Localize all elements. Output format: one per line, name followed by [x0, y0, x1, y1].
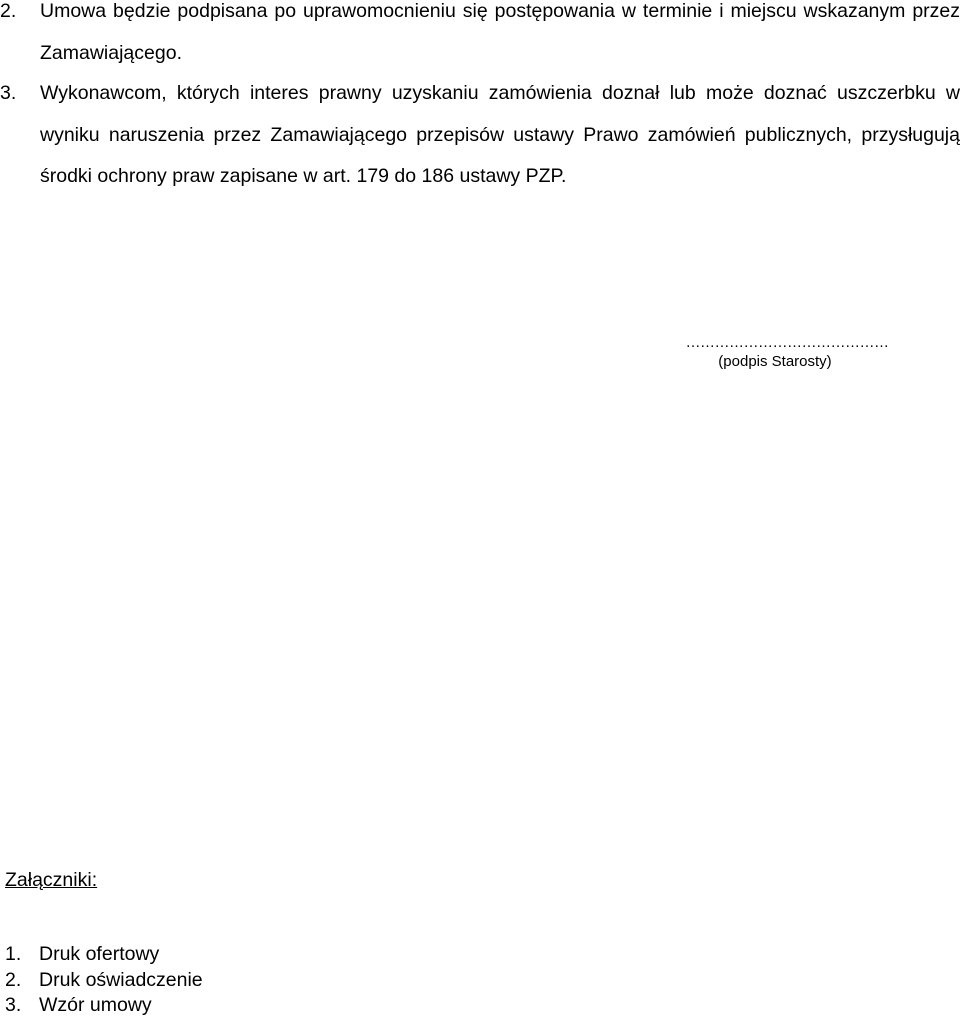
list-item-text: Wzór umowy [39, 994, 152, 1016]
paragraph-text: Wykonawcom, których interes prawny uzyskaniu zamówienia doznał lub może doznać uszczerbku w wyniku naruszenia przez Zamawiającego przepisów ustawy Prawo zamówień publicznych, przysługują środki ochrony praw zapisane w art. 179 do 186 ustawy PZP. [40, 82, 960, 187]
paragraph-number: 3. [0, 82, 17, 104]
paragraph-3 [0, 73, 960, 198]
list-item-text: Druk ofertowy [39, 943, 160, 965]
paragraph-2 [0, 0, 960, 74]
signature-label: (podpis Starosty) [718, 353, 832, 370]
list-item [5, 968, 203, 994]
attachments-list [5, 942, 203, 1019]
list-item-number: 2. [5, 968, 22, 991]
list-item [5, 942, 203, 968]
list-item-number: 3. [5, 994, 22, 1016]
signature-line: …………………………………… [685, 334, 889, 351]
attachments-heading: Załączniki: [5, 869, 98, 891]
paragraph-number: 2. [0, 0, 17, 22]
paragraph-text: Umowa będzie podpisana po uprawomocnieniu się postępowania w terminie i miejscu wskazanym przez Zamawiającego. [40, 0, 960, 64]
list-item-text: Druk oświadczenie [39, 968, 203, 991]
list-item [5, 993, 203, 1019]
list-item-number: 1. [5, 943, 22, 965]
